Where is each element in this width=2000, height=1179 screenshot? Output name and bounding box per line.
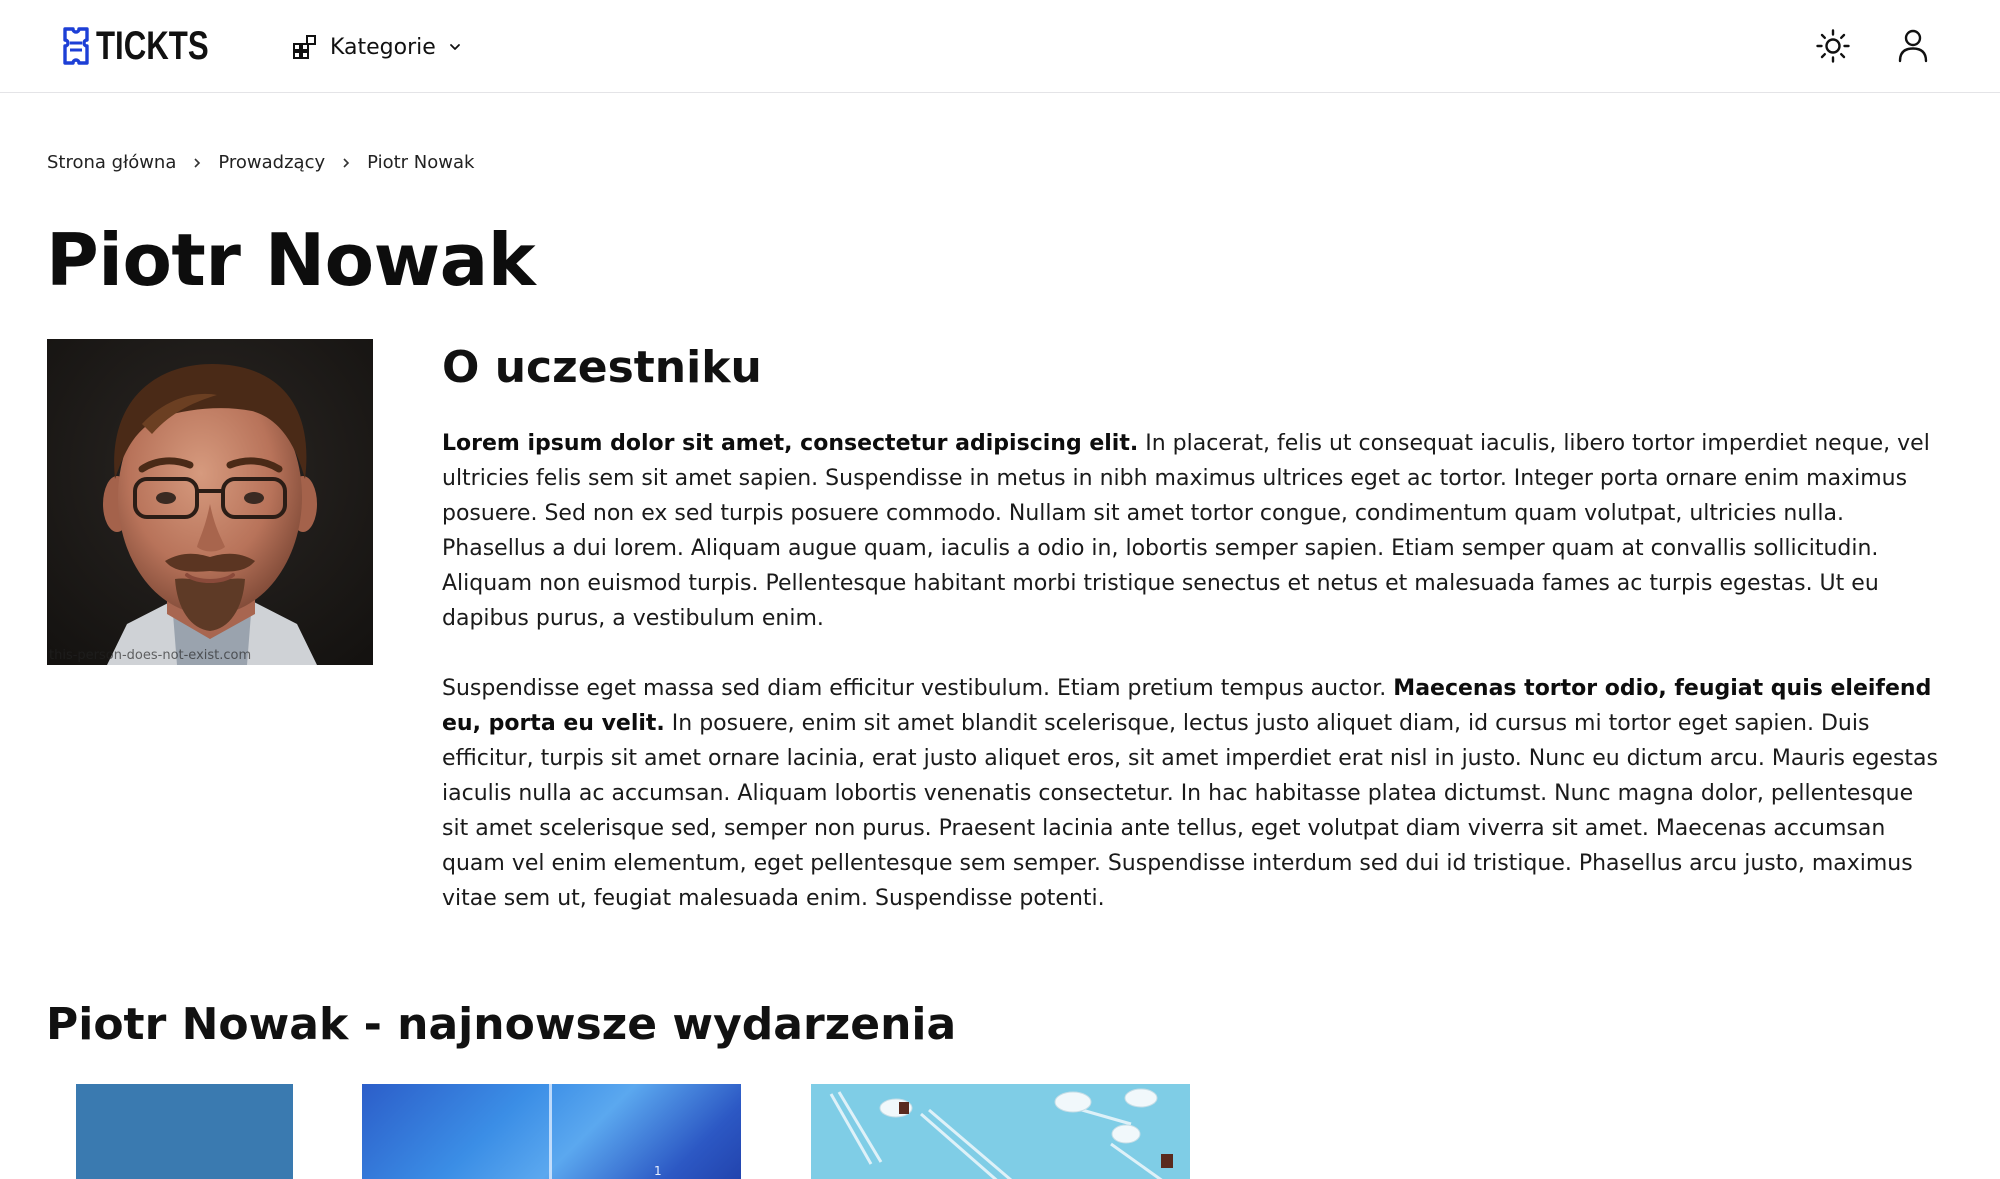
- grid-plus-icon: [292, 34, 318, 60]
- event-image-leds: [811, 1084, 1190, 1179]
- chevron-down-icon: [448, 40, 462, 54]
- latest-events-heading: Piotr Nowak - najnowsze wydarzenia: [46, 999, 957, 1050]
- breadcrumb: [47, 152, 474, 173]
- about-p2-text-after: In posuere, enim sit amet blandit scelerisque, lectus justo aliquet diam, id cursus mi tortor eget sapien. Duis efficitur, turpis sit amet ornare lacinia, erat justo aliquet eros, sit amet imperdiet erat nisl in justo. Nunc eu dictum arcu. Mauris egestas iaculis nulla ac accumsan. Aliquam lobortis venenatis consectetur. In hac habitasse platea dictumst. Nunc magna dolor, pellentesque sit amet scelerisque sed, semper non purus. Praesent lacinia ante tellus, eget volutpat diam viverra sit amet. Maecenas accumsan quam vel enim elementum, eget pellentesque sem semper. Suspendisse interdum sed dui id tristique. Phasellus arcu justo, maximus vitae sem ut, feugiat malesuada enim. Suspendisse potenti.: [442, 711, 1938, 911]
- breadcrumb-hosts-link[interactable]: Prowadzący: [218, 152, 326, 173]
- person-portrait: [47, 339, 373, 665]
- event-card[interactable]: [811, 1084, 1190, 1179]
- event-card[interactable]: [362, 1084, 741, 1179]
- user-icon: [1896, 28, 1930, 64]
- theme-toggle-button[interactable]: [1813, 26, 1853, 66]
- about-p2-text-before: Suspendisse eget massa sed diam efficitur vestibulum. Etiam pretium tempus auctor.: [442, 676, 1394, 701]
- breadcrumb-current: Piotr Nowak: [367, 152, 475, 173]
- about-description: [442, 426, 1942, 951]
- categories-menu-button[interactable]: [292, 28, 462, 66]
- site-header: [0, 0, 2000, 93]
- categories-label: Kategorie: [330, 34, 436, 60]
- page-title: Piotr Nowak: [46, 218, 536, 302]
- event-image-digit: 1: [654, 1164, 662, 1178]
- sun-icon: [1815, 28, 1851, 64]
- chevron-right-icon: [325, 157, 367, 169]
- user-account-button[interactable]: [1893, 26, 1933, 66]
- portrait-credit: this-person-does-not-exist.com: [49, 648, 252, 663]
- logo-text: TICKTS: [96, 24, 209, 68]
- about-p1-bold: Lorem ipsum dolor sit amet, consectetur adipiscing elit.: [442, 431, 1139, 456]
- ticket-icon: [62, 26, 90, 66]
- breadcrumb-home-link[interactable]: Strona główna: [47, 152, 177, 173]
- event-card[interactable]: [76, 1084, 293, 1179]
- about-p1-text: In placerat, felis ut consequat iaculis, libero tortor imperdiet neque, vel ultricies felis sem sit amet sapien. Suspendisse in metus in nibh maximus ultrices eget ac tortor. Integer porta ornare enim maximus posuere. Sed non ex sed turpis posuere commodo. Nullam sit amet tortor congue, condimentum quam volutpat, ultricies nulla. Phasellus a dui lorem. Aliquam augue quam, iaculis a odio in, lobortis semper sapien. Etiam semper quam at convallis sollicitudin. Aliquam non euismod turpis. Pellentesque habitant morbi tristique senectus et netus et malesuada fames ac turpis egestas. Ut eu dapibus purus, a vestibulum enim.: [442, 431, 1930, 631]
- chevron-right-icon: [176, 157, 218, 169]
- about-paragraph-1: [442, 426, 1942, 636]
- portrait-image: [47, 339, 373, 665]
- site-logo[interactable]: [62, 24, 240, 68]
- event-image-divider: [549, 1084, 552, 1179]
- about-heading: O uczestniku: [442, 342, 762, 393]
- about-paragraph-2: [442, 671, 1942, 916]
- about-p2-bold: Maecenas tortor odio, feugiat quis eleifend eu, porta eu velit.: [442, 676, 1932, 736]
